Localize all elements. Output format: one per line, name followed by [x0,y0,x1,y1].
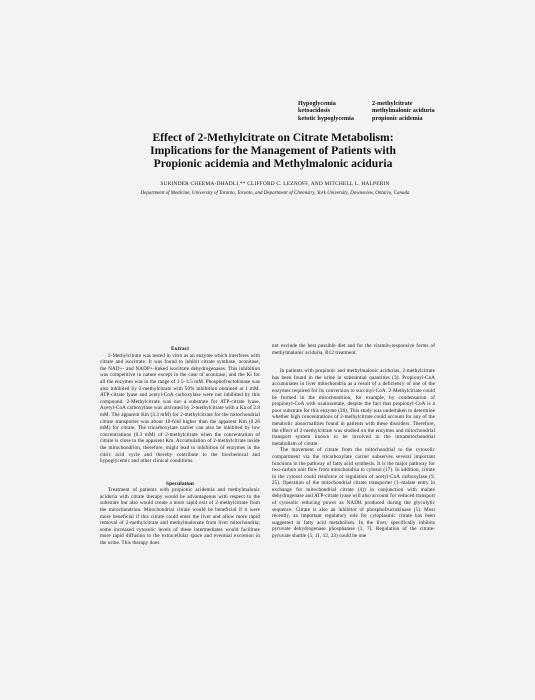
extract-text: 2-Methylcitrate was tested in vitro as an enzyme which interferes with citrate and isocitrate. It was found to inhibit citrate synthase, aconitase, the NAD+- and NADP+-linked isocitrate dehydrogenases. This inhibition was competitive in nature except in the case of aconitase, and the Ki for all the enzymes was in the range of 1.5–3.5 mM. Phosphofructokinase was also inhibited by 2-methylcitrate with 50% inhibition obtained at 1 mM. ATP-citrate lyase and acetyl-CoA carboxylase were not inhibited by this compound. 2-Methylcitrate was not a substrate for ATP-citrate lyase. Acetyl-CoA carboxylase was activated by 2-methylcitrate with a Ka of 2.8 mM. The apparent Km (3.3 mM) for 2-methylcitrate for the mitochondrial citrate transporter was about 10-fold higher than the apparent Km (0.26 mM) for citrate. The tricarboxylate carrier can also be inhibited by low concentrations (0.3 mM) of 2-methylcitrate when the concentration of citrate is close to the apparent Km. Accumulation of 2-methylcitrate inside the mitochondrion, therefore, might lead to inhibition of enzymes in the citric acid cycle and thereby contribute to the biochemical and hypoglycemic and other clinical conditions. [100,352,260,465]
keyword: ketoacidosis [298,107,330,115]
intro-paragraph: The movement of citrate from the mitochondrial to the cytosolic compartment via the tricarboxylate carrier subserves several important functions in the pathway of fatty acid synthesis. It is the major pathway for two-carbon unit flow from mitochondria to cytosol (17). In addition, citrate in the cytosol could reinforce or regulation of acetyl-CoA carboxylase (9, 25). Operation of the mitochondrial citrate transporter (1–malate entry in exchange for mitochondrial citrate (4)) in conjunction with malate dehydrogenase and ATP-citrate lyase will also account for reduced transport of cytosolic reducing power as NADH produced during the glycolytic sequence. Citrate is also an inhibitor of phosphofructokinase (5). Most recently, an important regulatory role for cytoplasmic citrate has been suggested in fatty acid metabolism. In the liver, specifically inhibits pyruvate dehydrogenase phosphatase (1, 7). Regulation of the citrate-pyruvate shuttle (5, 11, 12, 23) could be one [272,447,435,540]
author-list: SURINDER CHEEMA-DHADLI,** CLIFFORD C. LEZNOFF, AND MITCHELL L. HALPERIN [160,181,390,187]
title-line: Implications for the Management of Patients with [150,144,396,157]
keyword: Hypoglycemia [298,100,336,107]
left-column [100,346,260,547]
speculation-heading: Speculation [165,480,195,487]
intro-paragraph: In patients with propionic and methylmalonic acidurias, 2-methylcitrate has been found in the urine in substantial quantities (3). Propionyl-CoA accumulates in liver mitochondria as a result of a deficiency of one of the enzymes required for its conversion to succinyl-CoA. 2-Methylcitrate could be formed in the mitochondrion, for example, by condensation of propionyl-CoA with oxaloacetate, despite the fact that propionyl-CoA is a poor substrate for this enzyme (20). This study was undertaken to determine whether high concentrations of 2-methylcitrate could account for any of the metabolic abnormalities found in patients with these disorders. Therefore, the effect of 2-methylcitrate was studied on the enzymes and mitochondrial transport system known to be involved in the intramitochondrial metabolism of citrate. [272,368,435,447]
right-column [272,343,435,540]
section-gap [100,465,260,481]
title-line: Propionic acidemia and Methylmalonic aciduria [153,157,393,170]
speculation-text: Treatment of patients with propionic acidemia and methylmalonic aciduria with citrate therapy would be advantageous with respect to the substrate but also would create a more rapid exit of 2-methylcitrate from the mitochondrion. Mitochondrial citrate would be beneficial if it were more beneficial if this citrate could enter the liver and allow more rapid removal of 2-methylcitrate and methylmalonate from liver mitochondria; some increased cytosolic levels of these intermediates would facilitate more rapid diffusion to the extracellular space and eventual excretion in the urine. This therapy does [100,487,260,547]
keyword: propionic acidemia [372,114,423,122]
extract-heading: Extract [170,346,190,352]
keyword: 2-methylcitrate [372,100,413,107]
continued-text: not exclude the best possible diet and for the vitamin-responsive forms of methylmalonic aciduria, B12 treatment. [272,343,435,356]
author-affiliation: Department of Medicine, University of Toronto, Toronto, and Department of Chemistry, York University, Downsview, Ontario, Canada [140,191,410,196]
keyword: methylmalonic aciduria [372,107,435,115]
article-title [138,131,408,170]
keyword: ketotic hypoglycemia [298,114,354,122]
section-gap [272,356,435,368]
keyword-list [298,100,476,122]
title-line: Effect of 2-Methylcitrate on Citrate Metabolism: [152,131,394,144]
